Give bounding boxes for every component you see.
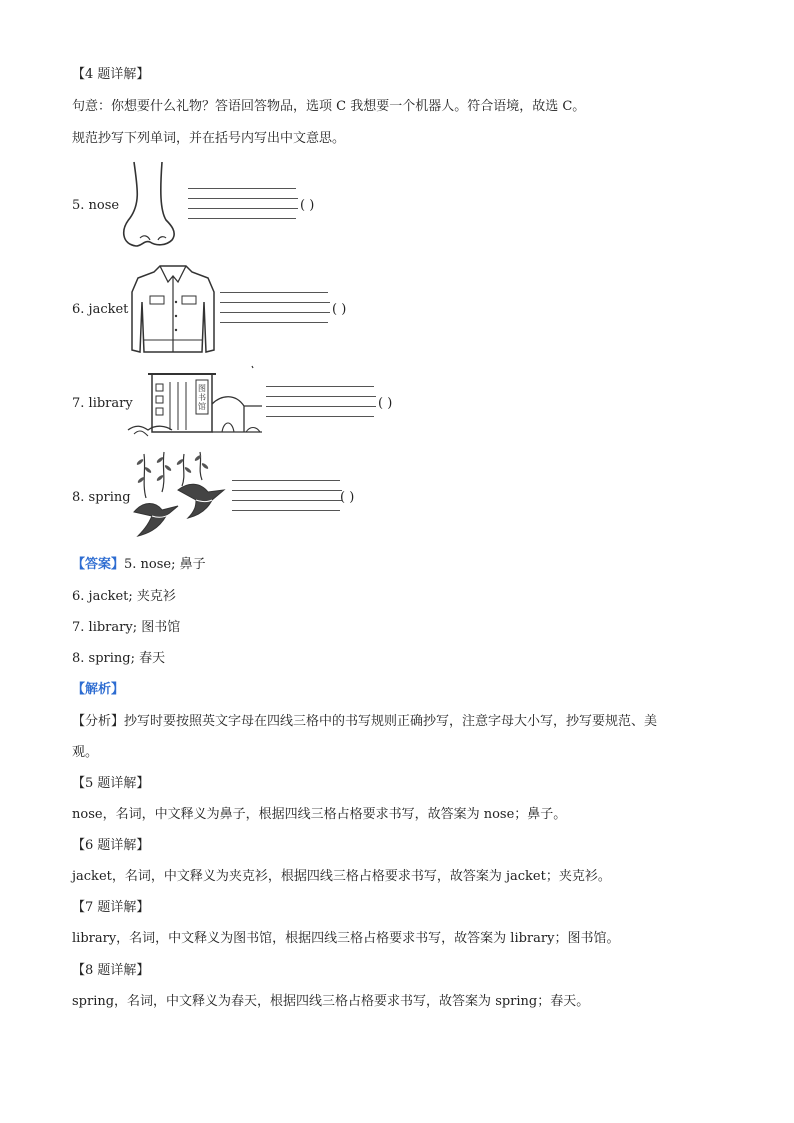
jacket-icon xyxy=(128,262,218,356)
exercise-item-jacket xyxy=(0,262,794,358)
q8-detail-text: spring，名词，中文释义为春天，根据四线三格占格要求书写，故答案为 spring；春天。 xyxy=(72,994,590,1009)
answer-line-5 xyxy=(72,556,206,574)
exercise-item-spring xyxy=(0,450,794,540)
four-line-grid[interactable] xyxy=(232,480,342,516)
item-label: 8. spring xyxy=(72,490,131,505)
analysis-tag: 【解析】 xyxy=(72,682,125,697)
q4-explanation: 句意：你想要什么礼物？答语回答物品，选项 C 我想要一个机器人。符合语境，故选 C。 xyxy=(72,99,586,114)
answer-parentheses[interactable]: ( ) xyxy=(332,302,347,317)
q5-detail-text: nose，名词，中文释义为鼻子，根据四线三格占格要求书写，故答案为 nose；鼻子。 xyxy=(72,807,567,822)
q5-detail-header: 【5 题详解】 xyxy=(72,776,150,791)
q6-detail-text: jacket，名词，中文释义为夹克衫，根据四线三格占格要求书写，故答案为 jacket；夹克衫。 xyxy=(72,869,611,884)
library-icon xyxy=(126,364,264,442)
fenxi-text: 抄写时要按照英文字母在四线三格中的书写规则正确抄写，注意字母大小写，抄写要规范、美 xyxy=(124,714,658,729)
fenxi-line-1 xyxy=(72,713,657,731)
exercise-item-nose xyxy=(0,160,794,250)
spring-swallows-icon xyxy=(130,450,226,538)
instruction: 规范抄写下列单词，并在括号内写出中文意思。 xyxy=(72,131,346,146)
exercise-item-library xyxy=(0,364,794,444)
answer-line-7: 7. library; 图书馆 xyxy=(72,620,181,635)
item-label: 5. nose xyxy=(72,198,120,213)
answer-tag: 【答案】 xyxy=(72,557,125,572)
library-sign: 图书馆 xyxy=(198,384,206,411)
four-line-grid[interactable] xyxy=(220,292,330,328)
q8-detail-header: 【8 题详解】 xyxy=(72,963,150,978)
item-label: 6. jacket xyxy=(72,302,129,317)
q4-detail-header: 【4 题详解】 xyxy=(72,67,150,82)
answer-line-8: 8. spring; 春天 xyxy=(72,651,166,666)
answer-parentheses[interactable]: ( ) xyxy=(378,396,393,411)
q6-detail-header: 【6 题详解】 xyxy=(72,838,150,853)
answer-parentheses[interactable]: ( ) xyxy=(340,490,355,505)
four-line-grid[interactable] xyxy=(266,386,376,422)
answer-parentheses[interactable]: ( ) xyxy=(300,198,315,213)
item-label: 7. library xyxy=(72,396,133,411)
fenxi-tag: 【分析】 xyxy=(72,714,125,729)
four-line-grid[interactable] xyxy=(188,188,298,224)
answer-line-6: 6. jacket; 夹克衫 xyxy=(72,589,176,604)
fenxi-line-2: 观。 xyxy=(72,745,99,760)
nose-icon xyxy=(120,160,180,248)
q7-detail-header: 【7 题详解】 xyxy=(72,900,150,915)
q7-detail-text: library，名词，中文释义为图书馆，根据四线三格占格要求书写，故答案为 library；图书馆。 xyxy=(72,931,620,946)
answer-text: 5. nose; 鼻子 xyxy=(124,557,206,572)
